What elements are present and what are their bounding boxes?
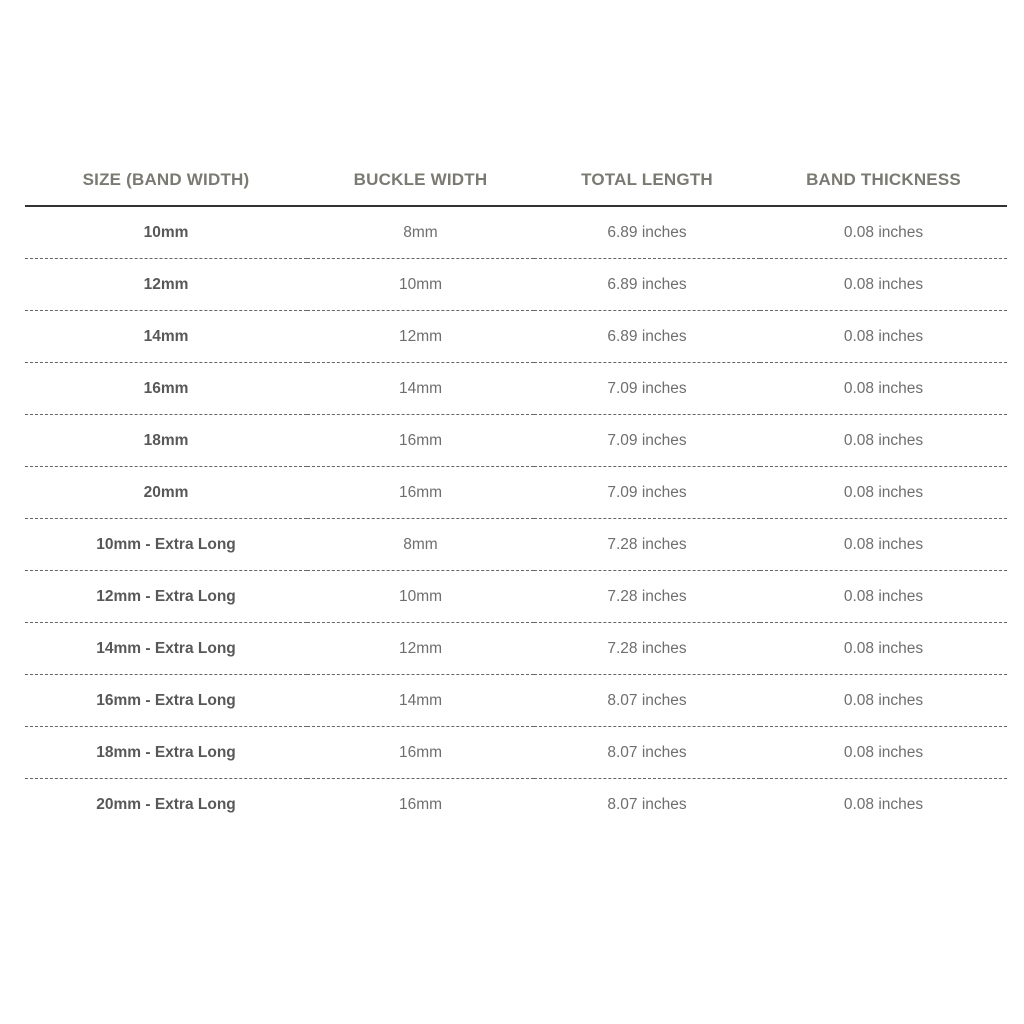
table-row xyxy=(25,779,1007,831)
band-thickness-cell: 0.08 inches xyxy=(760,519,1007,571)
table-row xyxy=(25,675,1007,727)
table-row xyxy=(25,259,1007,311)
band-thickness-cell: 0.08 inches xyxy=(760,727,1007,779)
table-row xyxy=(25,519,1007,571)
table-row xyxy=(25,727,1007,779)
size-cell: 20mm xyxy=(25,467,307,519)
size-cell: 16mm xyxy=(25,363,307,415)
size-cell: 10mm xyxy=(25,206,307,259)
total-length-cell: 6.89 inches xyxy=(534,259,760,311)
table-row xyxy=(25,363,1007,415)
header-band-thickness: BAND THICKNESS xyxy=(760,155,1007,206)
band-thickness-cell: 0.08 inches xyxy=(760,259,1007,311)
buckle-width-cell: 8mm xyxy=(307,519,534,571)
buckle-width-cell: 12mm xyxy=(307,623,534,675)
size-cell: 16mm - Extra Long xyxy=(25,675,307,727)
size-cell: 14mm - Extra Long xyxy=(25,623,307,675)
buckle-width-cell: 10mm xyxy=(307,571,534,623)
total-length-cell: 8.07 inches xyxy=(607,795,687,813)
band-thickness-cell: 0.08 inches xyxy=(843,795,924,813)
table-row xyxy=(25,311,1007,363)
table-row xyxy=(25,206,1007,259)
total-length-cell: 6.89 inches xyxy=(534,311,760,363)
table-row xyxy=(25,571,1007,623)
buckle-width-cell: 16mm xyxy=(398,795,443,813)
total-length-cell: 7.28 inches xyxy=(534,623,760,675)
band-thickness-cell: 0.08 inches xyxy=(760,415,1007,467)
header-size-band-width: SIZE (BAND WIDTH) xyxy=(25,155,307,206)
table-header xyxy=(25,155,1007,206)
size-cell: 14mm xyxy=(25,311,307,363)
header-row xyxy=(25,155,1007,206)
band-thickness-cell: 0.08 inches xyxy=(760,675,1007,727)
total-length-cell: 8.07 inches xyxy=(534,675,760,727)
size-cell: 18mm xyxy=(25,415,307,467)
band-thickness-cell: 0.08 inches xyxy=(760,467,1007,519)
table-row xyxy=(25,623,1007,675)
size-chart-table xyxy=(25,155,1007,830)
size-cell: 18mm - Extra Long xyxy=(25,727,307,779)
band-thickness-cell: 0.08 inches xyxy=(760,206,1007,259)
total-length-cell: 6.89 inches xyxy=(534,206,760,259)
table-row xyxy=(25,415,1007,467)
total-length-cell: 7.09 inches xyxy=(534,363,760,415)
total-length-cell: 8.07 inches xyxy=(534,727,760,779)
band-thickness-cell: 0.08 inches xyxy=(760,363,1007,415)
buckle-width-cell: 14mm xyxy=(307,363,534,415)
size-cell: 10mm - Extra Long xyxy=(25,519,307,571)
band-thickness-cell: 0.08 inches xyxy=(760,623,1007,675)
buckle-width-cell: 8mm xyxy=(307,206,534,259)
total-length-cell: 7.09 inches xyxy=(534,415,760,467)
size-cell: 12mm xyxy=(25,259,307,311)
size-cell: 12mm - Extra Long xyxy=(25,571,307,623)
size-cell: 20mm - Extra Long xyxy=(96,795,236,813)
total-length-cell: 7.28 inches xyxy=(534,519,760,571)
buckle-width-cell: 14mm xyxy=(307,675,534,727)
table-row xyxy=(25,467,1007,519)
header-buckle-width: BUCKLE WIDTH xyxy=(307,155,534,206)
total-length-cell: 7.09 inches xyxy=(534,467,760,519)
table-body xyxy=(25,206,1007,830)
buckle-width-cell: 16mm xyxy=(307,415,534,467)
total-length-cell: 7.28 inches xyxy=(534,571,760,623)
buckle-width-cell: 12mm xyxy=(307,311,534,363)
band-thickness-cell: 0.08 inches xyxy=(760,311,1007,363)
band-thickness-cell: 0.08 inches xyxy=(760,571,1007,623)
buckle-width-cell: 16mm xyxy=(307,727,534,779)
buckle-width-cell: 10mm xyxy=(307,259,534,311)
header-total-length: TOTAL LENGTH xyxy=(534,155,760,206)
buckle-width-cell: 16mm xyxy=(307,467,534,519)
